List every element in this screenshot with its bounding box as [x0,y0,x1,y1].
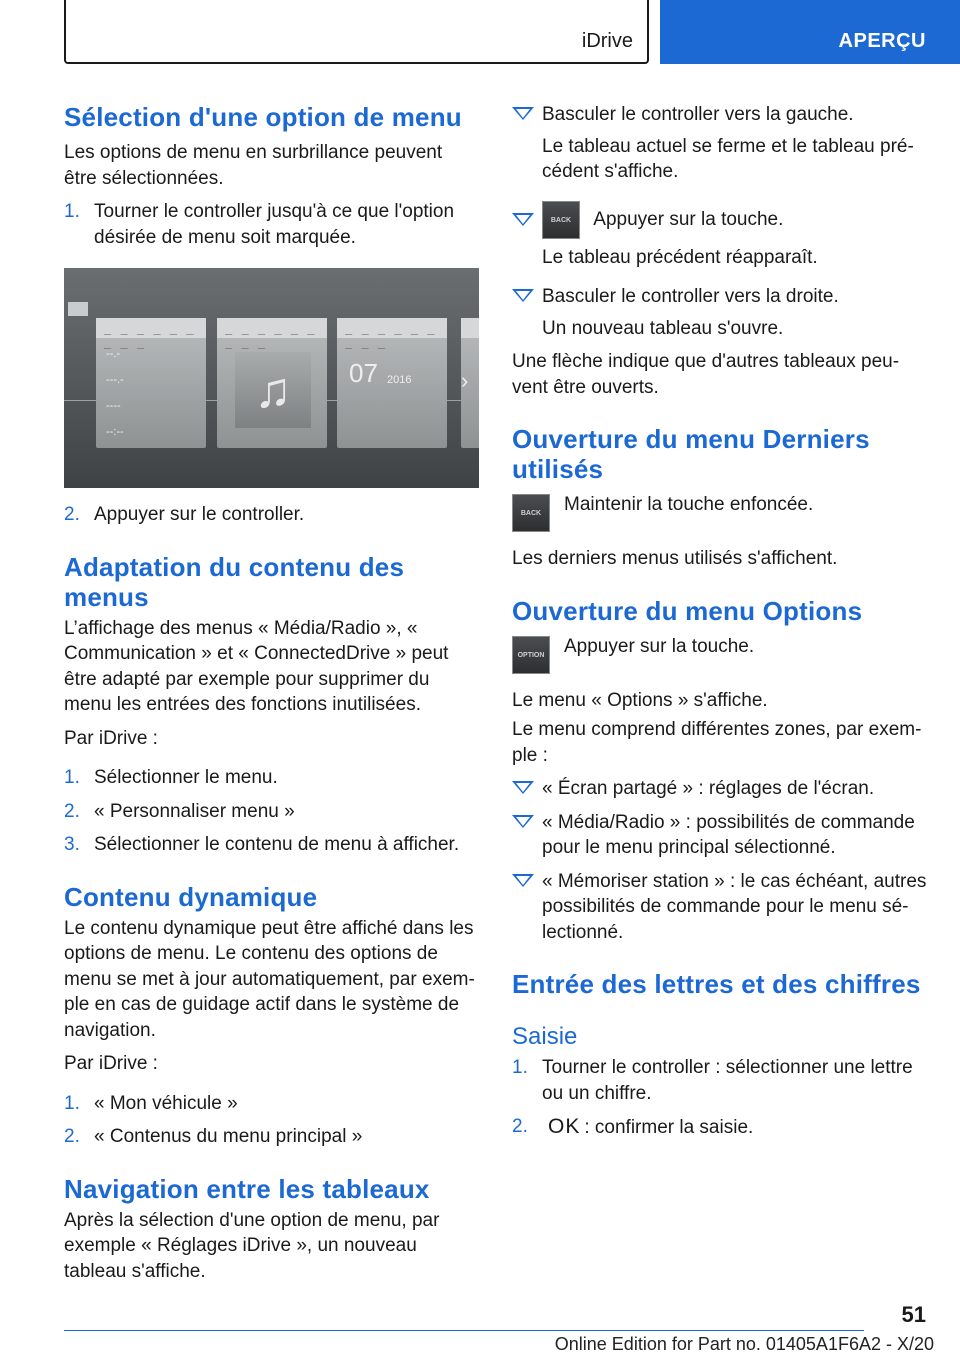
music-note-icon: ♫ [235,352,311,428]
list-item: « Écran partagé » : réglages de l'écran. [512,776,932,802]
paragraph-navigation: Après la sélection d'une option de menu, par exemple « Réglages iDrive », un nouveau tableau s'affiche. [64,1209,440,1282]
header-section: iDrive [581,30,633,52]
heading-options: Ouverture du menu Options [512,595,863,626]
list-item: « Média/Radio » : possibilités de commande pour le menu principal sélectionné. [512,810,932,861]
triangle-bullet-icon [512,213,534,226]
paragraph-options-2: Le menu comprend différentes zones, par exem-ple : [512,719,922,766]
via-idrive-label: Par iDrive : [64,727,158,749]
list-item: 1. Tourner le controller jusqu'à ce que l'option désirée de menu soit marquée. [64,201,455,248]
list-item: BACK Appuyer sur la touche. Le tableau précédent réapparaît. [512,199,932,271]
triangle-bullet-icon [512,781,534,794]
left-column [64,102,480,1284]
idrive-screenshot [64,268,479,488]
footer-divider [64,1330,864,1331]
triangle-bullet-icon [512,107,534,120]
next-tile [461,318,479,448]
paragraph-arrow: Une flèche indique que d'autres tableaux peu-vent être ouverts. [512,351,900,398]
media-tile: _ _ _ _ _ _ _ _ _ ♫ [217,318,327,448]
list-item: 2. « Personnaliser menu » [64,800,295,822]
list-item: Basculer le controller vers la droite. Un nouveau tableau s'ouvre. [512,284,932,341]
list-item: « Mémoriser station » : le cas échéant, autres possibilités de commande pour le menu sé-lectionné. [512,869,932,946]
paragraph-recent: Les derniers menus utilisés s'affichent. [512,548,838,569]
triangle-bullet-icon [512,815,534,828]
via-idrive-label: Par iDrive : [64,1053,158,1074]
chevron-right-icon: › [461,368,469,393]
footer-edition: Online Edition for Part no. 01405A1F6A2 - X/20 [554,1334,934,1354]
ok-icon: OK [548,1115,581,1138]
back-key-icon: BACK [542,201,580,239]
heading-letters: Entrée des lettres et des chiffres [512,969,921,999]
option-key-icon: OPTION [512,636,550,674]
triangle-bullet-icon [512,289,534,302]
header-section-box [64,0,649,64]
list-item: 2. Appuyer sur le controller. [64,504,305,525]
list-item: Basculer le controller vers la gauche. Le tableau actuel se ferme et le tableau pré-cédent s'affiche. [512,102,932,185]
recent-key-row: BACK Maintenir la touche enfoncée. [512,492,932,532]
heading-recent: Ouverture du menu Derniers utilisés [512,424,870,484]
paragraph-options-1: Le menu « Options » s'affiche. [512,689,768,711]
options-key-row: OPTION Appuyer sur la touche. [512,634,932,674]
header-chapter: APERÇU [838,30,926,52]
list-item: 2. « Contenus du menu principal » [64,1126,363,1147]
heading-navigation: Navigation entre les tableaux [64,1173,430,1204]
paragraph-adapt: L’affichage des menus « Média/Radio », « Communication » et « ConnectedDrive » peut être adapté par exemple pour supprimer du menu les entrées des fonctions inutilisées. [64,617,449,715]
list-item: 3. Sélectionner le contenu de menu à afficher. [64,834,460,855]
paragraph-select: Les options de menu en surbrillance peuvent être sélectionnées. [64,142,443,189]
heading-dynamic-content: Contenu dynamique [64,881,318,912]
paragraph-dynamic: Le contenu dynamique peut être affiché dans les options de menu. Le contenu des options de menu se met à jour automatiquement, par exem-ple en cas de guidage actif dans le système de navigation. [64,917,475,1041]
menu-icon [68,302,88,316]
heading-input: Saisie [512,1023,578,1050]
list-item: 1. Sélectionner le menu. [64,767,278,788]
header-chapter-tab [660,0,960,64]
triangle-bullet-icon [512,874,534,887]
vehicle-tile: _ _ _ _ _ _ _ _ _ --.- ---.- ---- --:-- [96,318,206,448]
communication-tile: _ _ _ _ _ _ _ _ _ 07 2016 [337,318,447,448]
list-item: 1. Tourner le controller : sélectionner une lettre ou un chiffre. [512,1057,913,1104]
back-key-icon: BACK [512,494,550,532]
list-item: 1. « Mon véhicule » [64,1092,238,1114]
list-item: 2. OK : confirmer la saisie. [512,1115,754,1138]
right-column [512,102,932,1141]
heading-select-option: Sélection d'une option de menu [64,102,462,132]
heading-adapt-menus: Adaptation du contenu des menus [64,551,405,612]
page-number: 51 [901,1302,926,1327]
